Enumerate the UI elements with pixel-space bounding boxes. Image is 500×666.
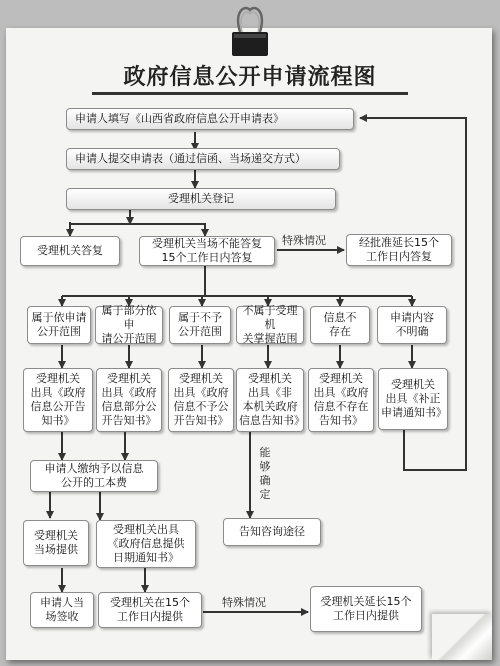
step-extend-provide: 受理机关延长15个 工作日内提供 bbox=[310, 586, 422, 632]
step-register: 受理机关登记 bbox=[66, 188, 336, 210]
category-unclear: 申请内容 不明确 bbox=[377, 306, 447, 344]
step-submit: 申请人提交申请表（通过信函、当场递交方式） bbox=[66, 148, 340, 170]
label-special-top: 特殊情况 bbox=[282, 234, 326, 247]
output-not-exist-notice: 受理机关 出具《政府 信息不存在 告知书》 bbox=[308, 368, 374, 432]
label-special-bottom: 特殊情况 bbox=[222, 596, 266, 609]
binder-clip-icon bbox=[228, 2, 272, 60]
category-not-held: 不属于受理机 关掌握范围 bbox=[236, 306, 304, 344]
output-not-held-notice: 受理机关 出具《非 本机关政府 信息告知书》 bbox=[236, 368, 304, 432]
category-not-exist: 信息不 存在 bbox=[310, 306, 370, 344]
step-provide-15: 受理机关在15个 工作日内提供 bbox=[98, 592, 202, 628]
step-fill-form: 申请人填写《山西省政府信息公开申请表》 bbox=[66, 108, 354, 130]
step-onsite-provide: 受理机关 当场提供 bbox=[23, 520, 89, 566]
category-public: 属于依申请 公开范围 bbox=[27, 306, 91, 344]
category-partial: 属于部分依申 请公开范围 bbox=[95, 306, 163, 344]
arrow-split bbox=[70, 224, 205, 236]
output-partial-notice: 受理机关 出具《政府 信息部分公 开告知书》 bbox=[96, 368, 162, 432]
step-pay-fee: 申请人缴纳予以信息 公开的工本费 bbox=[30, 460, 158, 492]
label-can-determine: 能够确定 bbox=[259, 446, 271, 501]
step-cannot-answer: 受理机关当场不能答复 15个工作日内答复 bbox=[139, 236, 275, 266]
step-sign: 申请人当 场签收 bbox=[30, 592, 94, 628]
step-answer: 受理机关答复 bbox=[20, 236, 120, 266]
category-not-public: 属于不予 公开范围 bbox=[169, 306, 231, 344]
step-extended: 经批准延长15个 工作日内答复 bbox=[346, 234, 452, 266]
step-notice-date: 受理机关出具 《政府信息提供 日期通知书》 bbox=[96, 520, 196, 568]
output-public-notice: 受理机关 出具《政府 信息公开告 知书》 bbox=[23, 368, 93, 432]
step-inform-channel: 告知咨询途径 bbox=[223, 518, 321, 546]
page-title: 政府信息公开申请流程图 bbox=[123, 64, 377, 90]
output-not-public-notice: 受理机关 出具《政府 信息不予公 开告知书》 bbox=[168, 368, 234, 432]
output-unclear-notice: 受理机关 出具《补正 申请通知书》 bbox=[378, 368, 448, 430]
